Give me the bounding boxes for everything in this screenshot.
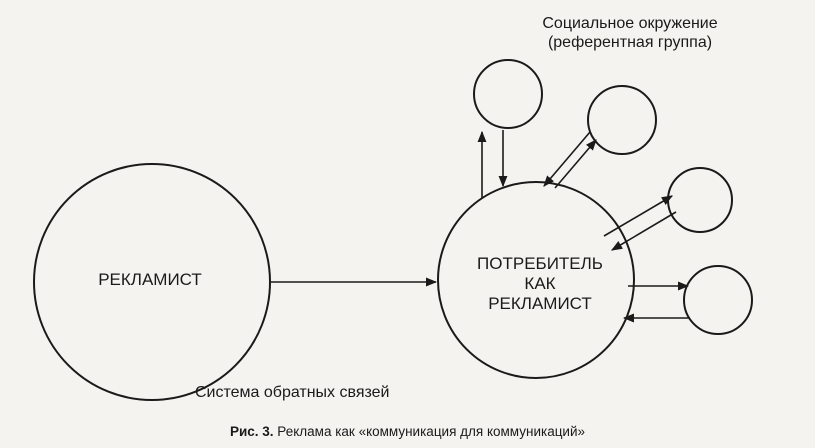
- social-node-1: [474, 60, 542, 128]
- feedback-system-label: Система обратных связей: [195, 384, 390, 401]
- social-node-2: [588, 86, 656, 154]
- social-title-line-1: Социальное окружение: [542, 15, 718, 32]
- social-node-4: [684, 266, 752, 334]
- arrow-consumer-to-node-3: [604, 196, 672, 236]
- consumer-label-line-1: ПОТРЕБИТЕЛЬ: [477, 254, 603, 273]
- figure-number: Рис. 3.: [229, 424, 274, 439]
- arrow-consumer-to-node-2: [555, 140, 596, 188]
- advertiser-label: РЕКЛАМИСТ: [98, 270, 202, 289]
- consumer-label-line-3: РЕКЛАМИСТ: [488, 294, 592, 313]
- social-title-line-2: (референтная группа): [547, 34, 713, 51]
- arrow-node-2-to-consumer: [544, 132, 590, 186]
- figure-caption-text: Реклама как «коммуникация для коммуникаций»: [277, 424, 586, 439]
- consumer-as-advertiser-label: [440, 254, 640, 314]
- social-surroundings-title: [530, 14, 730, 52]
- social-node-3: [668, 168, 732, 232]
- consumer-label-line-2: КАК: [524, 274, 556, 293]
- figure-caption: [0, 424, 815, 439]
